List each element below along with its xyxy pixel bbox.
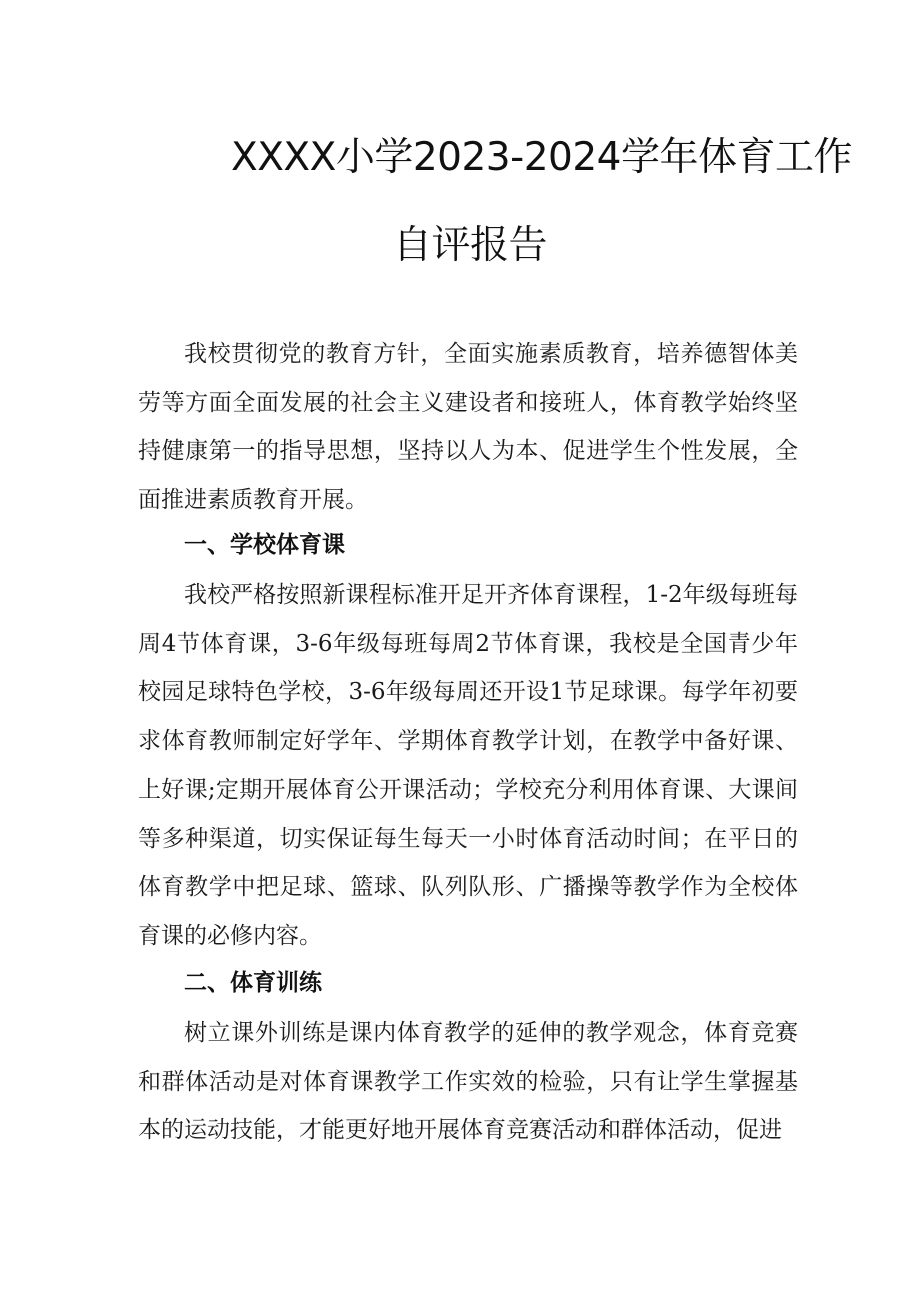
intro-paragraph: 我校贯彻党的教育方针，全面实施素质教育，培养德智体美劳等方面全面发展的社会主义建设者和接班人，体育教学始终坚持健康第一的指导思想，坚持以人为本、促进学生个性发展，全面推进素质教育开展。	[138, 341, 798, 514]
section-heading-pe-class: 一、学校体育课	[184, 532, 345, 558]
document-title-line1: XXXX小学2023-2024学年体育工作	[231, 135, 852, 180]
section-heading-pe-training: 二、体育训练	[184, 970, 322, 996]
section-body-pe-training: 树立课外训练是课内体育教学的延伸的教学观念，体育竞赛和群体活动是对体育课教学工作实效的检验，只有让学生掌握基本的运动技能，才能更好地开展体育竞赛活动和群体活动，促进	[138, 1020, 798, 1144]
document-title-line2: 自评报告	[393, 223, 548, 268]
section-body-pe-class: 我校严格按照新课程标准开足开齐体育课程，1-2年级每班每周4节体育课，3-6年级每班每周2节体育课，我校是全国青少年校园足球特色学校，3-6年级每周还开设1节足球课。每学年初要求体育教师制定好学年、学期体育教学计划，在教学中备好课、上好课;定期开展体育公开课活动；学校充分利用体育课、大课间等多种渠道，切实保证每生每天一小时体育活动时间；在平日的体育教学中把足球、篮球、队列队形、广播操等教学作为全校体育课的必修内容。	[138, 582, 798, 949]
